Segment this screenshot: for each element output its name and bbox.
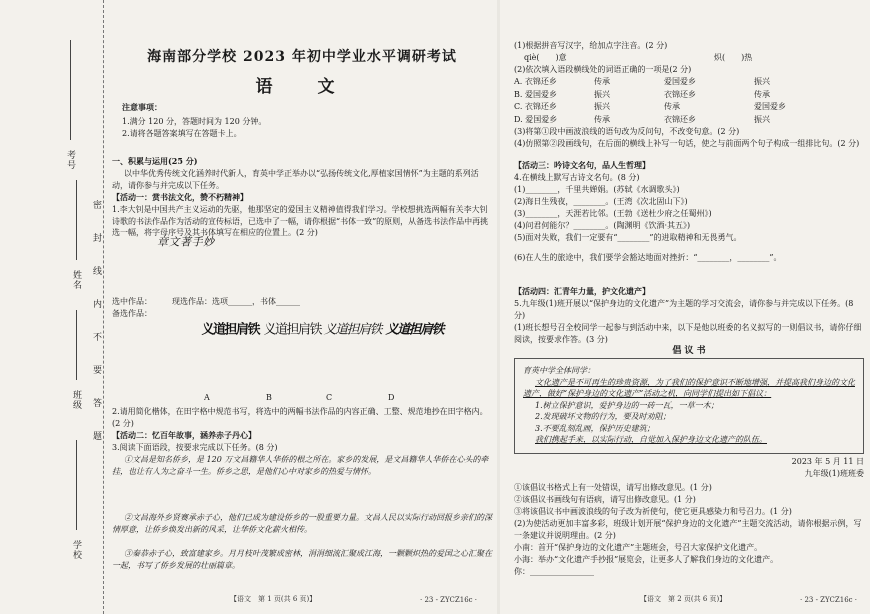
question-1: 1.李大钊是中国共产主义运动的先驱，他那坚定的爱国主义精神值得我们学习。学校想挑选两幅有关李大钊诗歌的书法作品作为活动的宣传标语，已选中了一幅，请你根据“书体一致”的原则，从备选书法作品中再挑选一幅，将字母序号及其书体填写在相应的位置上。(2 分): [112, 205, 489, 237]
passage-para-3: ③秦恭赤子心，致富建家乡。月月枝叶茂繁成密林，涓涓细流汇聚成江海，一颗颗炽热的爱国之心汇聚在一起，书写了侨乡发展的壮丽篇章。: [112, 549, 492, 570]
question-5: 5.九年级(1)班开展以“保护身边的文化遗产”为主题的学习交流会，请你参与并完成以下任务。(8 分): [514, 299, 854, 320]
proposal-box: [514, 358, 864, 454]
pick-answer[interactable]: 现选作品：选项______，书体______: [172, 297, 300, 306]
question-5-1-c: ③将该倡议书中画波浪线的句子改为祈使句，使它更具感染力和号召力。(1 分): [514, 507, 792, 516]
option-a[interactable]: A. 衣锦还乡: [514, 77, 557, 86]
option-c-4: 爱国爱乡: [754, 102, 786, 111]
option-d-4: 振兴: [754, 114, 770, 124]
dialog-xiaonan: 小南：首开“保护身边的文化遗产”主题班会，号召大家保护文化遗产。: [514, 543, 763, 552]
question-5-2: (2)为使活动更加丰富多彩，班级计划开展“保护身边的文化遗产”主题交流活动，请你根据示例，写一条建议并说明理由。(2 分): [514, 519, 862, 540]
activity-1-title: 【活动一：赏书法文化，赞不朽精神】: [112, 192, 248, 202]
option-b-3: 衣锦还乡: [664, 89, 696, 99]
question-3: 3.阅读下面语段，按要求完成以下任务。(8 分): [112, 443, 278, 452]
poem-line-6[interactable]: (6)在人生的旅途中，我们要学会豁达地面对挫折：“________，________”。: [514, 253, 782, 262]
backup-label: 备选作品：: [112, 309, 152, 318]
proposal-body-1: 文化遗产是不可再生的珍贵资源，为了我们的保护意识不断地增强，并提高我们身边的文化遗产，做好“保护身边的文化遗产”活动之机，向同学们提出如下倡议：: [523, 377, 855, 398]
calligraphy-d: 铁肩担道义: [382, 322, 444, 335]
dialog-xiaohai: 小海：举办“文化遗产手抄报”展览会，让更多人了解我们身边的文化遗产。: [514, 555, 779, 564]
question-3-2: (2)依次填入语段横线处的词语正确的一项是(2 分): [514, 65, 692, 74]
option-d-2: 传承: [594, 114, 610, 124]
proposal-date: 2023 年 5 月 11 日: [791, 457, 864, 466]
left-page-footer: 【语文 第 1 页(共 6 页)】: [230, 595, 317, 603]
proposal-title: 倡 议 书: [672, 346, 706, 356]
calligraphy-a-label: A: [204, 393, 210, 402]
proposal-body-4: 3.不要乱刻乱画，保护历史建筑；: [535, 423, 655, 433]
exam-no-field[interactable]: [70, 40, 71, 140]
question-3-1: (1)根据拼音写汉字，给加点字注音。(2 分): [514, 41, 668, 50]
calligraphy-a: 铁肩担道义: [198, 322, 260, 335]
option-c[interactable]: C. 衣锦还乡: [514, 102, 557, 111]
binding-gutter: [0, 0, 104, 614]
note-1: 1.满分 120 分，答题时间为 120 分钟。: [122, 117, 267, 126]
proposal-greeting: 育英中学全体同学：: [523, 366, 595, 375]
calligraphy-c-label: C: [326, 393, 333, 402]
proposal-body-5: 我们携起手来，以实际行动，自觉加入保护身边文化遗产的队伍。: [535, 435, 767, 444]
proposal-body-3: 2.发现破坏文物的行为，要及时劝阻；: [535, 412, 671, 421]
option-b-2: 振兴: [594, 89, 610, 99]
activity-4-title: 【活动四：汇青年力量，护文化遗产】: [514, 286, 650, 296]
option-d[interactable]: D. 爱国爱乡: [514, 114, 558, 124]
right-page: [500, 0, 870, 614]
exam-title: 海南部分学校 2023 年初中学业水平调研考试: [147, 49, 457, 65]
option-c-3: 传承: [664, 102, 680, 111]
note-2: 2.请将各题答案填写在答题卡上。: [122, 129, 242, 138]
calligraphy-b-label: B: [266, 393, 272, 402]
passage-para-2: ②文昌海外乡贤赛承赤子心，他们已成为建设侨乡的一股重要力量。文昌人民以实际行动回报乡亲们的深情厚意，让侨乡焕发出新的风采，让华侨文化薪火相传。: [112, 513, 492, 534]
exam-no-label: 考号: [65, 150, 75, 170]
question-5-1: (1)班长想号召全校同学一起参与到活动中来，以下是他以班委的名义拟写的一则倡议书，请你仔细阅读，按要求作答。(3 分): [514, 323, 862, 344]
options-grid: [514, 76, 864, 125]
school-field[interactable]: [76, 440, 77, 530]
question-5-1-a: ①该倡议书格式上有一处错误，请写出修改意见。(1 分): [514, 483, 712, 492]
calligraphy-b: 铁肩担道义: [260, 322, 322, 335]
calligraphy-c: 铁肩担道义: [320, 322, 382, 335]
chosen-calligraphy: 妙手著文章: [155, 236, 215, 247]
school-label: 学校: [71, 540, 81, 560]
chosen-label: 选中作品：: [112, 297, 152, 306]
proposal-signature: 九年级(1)班班委: [804, 469, 864, 478]
section-1-title: 一、积累与运用(25 分): [112, 156, 198, 166]
poem-line-3[interactable]: (3)________，天涯若比邻。(王勃《送杜少府之任蜀州》): [514, 209, 712, 218]
question-3-3: (3)将第①段中画波浪线的语句改为反问句，不改变句意。(2 分): [514, 127, 740, 136]
right-page-code: · 23 - ZYCZ16c ·: [800, 596, 858, 604]
option-a-4: 振兴: [754, 77, 770, 86]
name-label: 姓名: [71, 270, 81, 290]
activity-3-title: 【活动三：吟诗文名句，品人生哲理】: [514, 160, 650, 170]
option-b[interactable]: B. 爱国爱乡: [514, 89, 557, 99]
option-a-3: 爱国爱乡: [664, 77, 696, 86]
pinyin-item-2[interactable]: 炽( )热: [714, 53, 753, 62]
poem-line-2[interactable]: (2)海日生残夜，________。(王湾《次北固山下》): [514, 197, 688, 206]
question-5-1-b: ②该倡议书画线句有语病，请写出修改意见。(1 分): [514, 495, 696, 504]
question-4: 4.在横线上默写古诗文名句。(8 分): [514, 173, 640, 182]
subject-title: 语 文: [255, 77, 349, 97]
option-a-2: 传承: [594, 77, 610, 86]
poem-line-4[interactable]: (4)问君何能尔？________。(陶渊明《饮酒·其五》): [514, 221, 691, 230]
activity-2-title: 【活动二：忆百年故事，涵养赤子丹心】: [112, 430, 256, 440]
name-field[interactable]: [76, 180, 77, 260]
poem-line-1[interactable]: (1)________，千里共婵娟。(苏轼《水调歌头》): [514, 185, 680, 194]
pinyin-item-1[interactable]: qiè( )意: [524, 53, 567, 62]
class-field[interactable]: [76, 310, 77, 380]
class-label: 班级: [71, 390, 81, 410]
option-d-3: 衣锦还乡: [664, 114, 696, 124]
question-2: 2.请用简化楷体，在田字格中规范书写，将选中的两幅书法作品的内容正确、工整、规范地抄在田字格内。(2 分): [112, 407, 488, 428]
dialog-you-answer[interactable]: 你：________________: [514, 567, 594, 576]
seal-line-notice: 密 封 线 内 不 要 答 题: [91, 200, 101, 442]
question-3-4: (4)仿照第②段画线句，在后面的横线上补写一句话，使之与前面两个句子构成一组排比句。(2 分): [514, 139, 860, 148]
proposal-body-2: 1.树立保护意识，爱护身边的一砖一瓦，一草一木；: [535, 400, 719, 410]
option-c-2: 振兴: [594, 102, 610, 111]
passage-para-1: ①文昌是知名侨乡，是 120 万文昌籍华人华侨的根之所在。家乡的发展，是文昌籍华人华侨在心头的牵挂，也让有人为之奋斗一生。侨乡之思，是他们心中对家乡的热爱与情怀。: [112, 455, 489, 476]
left-page-code: · 23 - ZYCZ16c ·: [420, 596, 478, 604]
right-page-footer: 【语文 第 2 页(共 6 页)】: [640, 595, 727, 603]
calligraphy-d-label: D: [388, 393, 395, 402]
intro-text: 以中华优秀传统文化涵养时代新人，育英中学正举办以“弘扬传统文化,厚植家国情怀”为主题的系列活动，请你参与并完成以下任务。: [112, 169, 479, 190]
option-b-4: 传承: [754, 89, 770, 99]
poem-line-5[interactable]: (5)面对失败，我们一定要有“________”的进取精神和无畏勇气。: [514, 233, 742, 242]
notes-title: 注意事项：: [122, 102, 162, 112]
